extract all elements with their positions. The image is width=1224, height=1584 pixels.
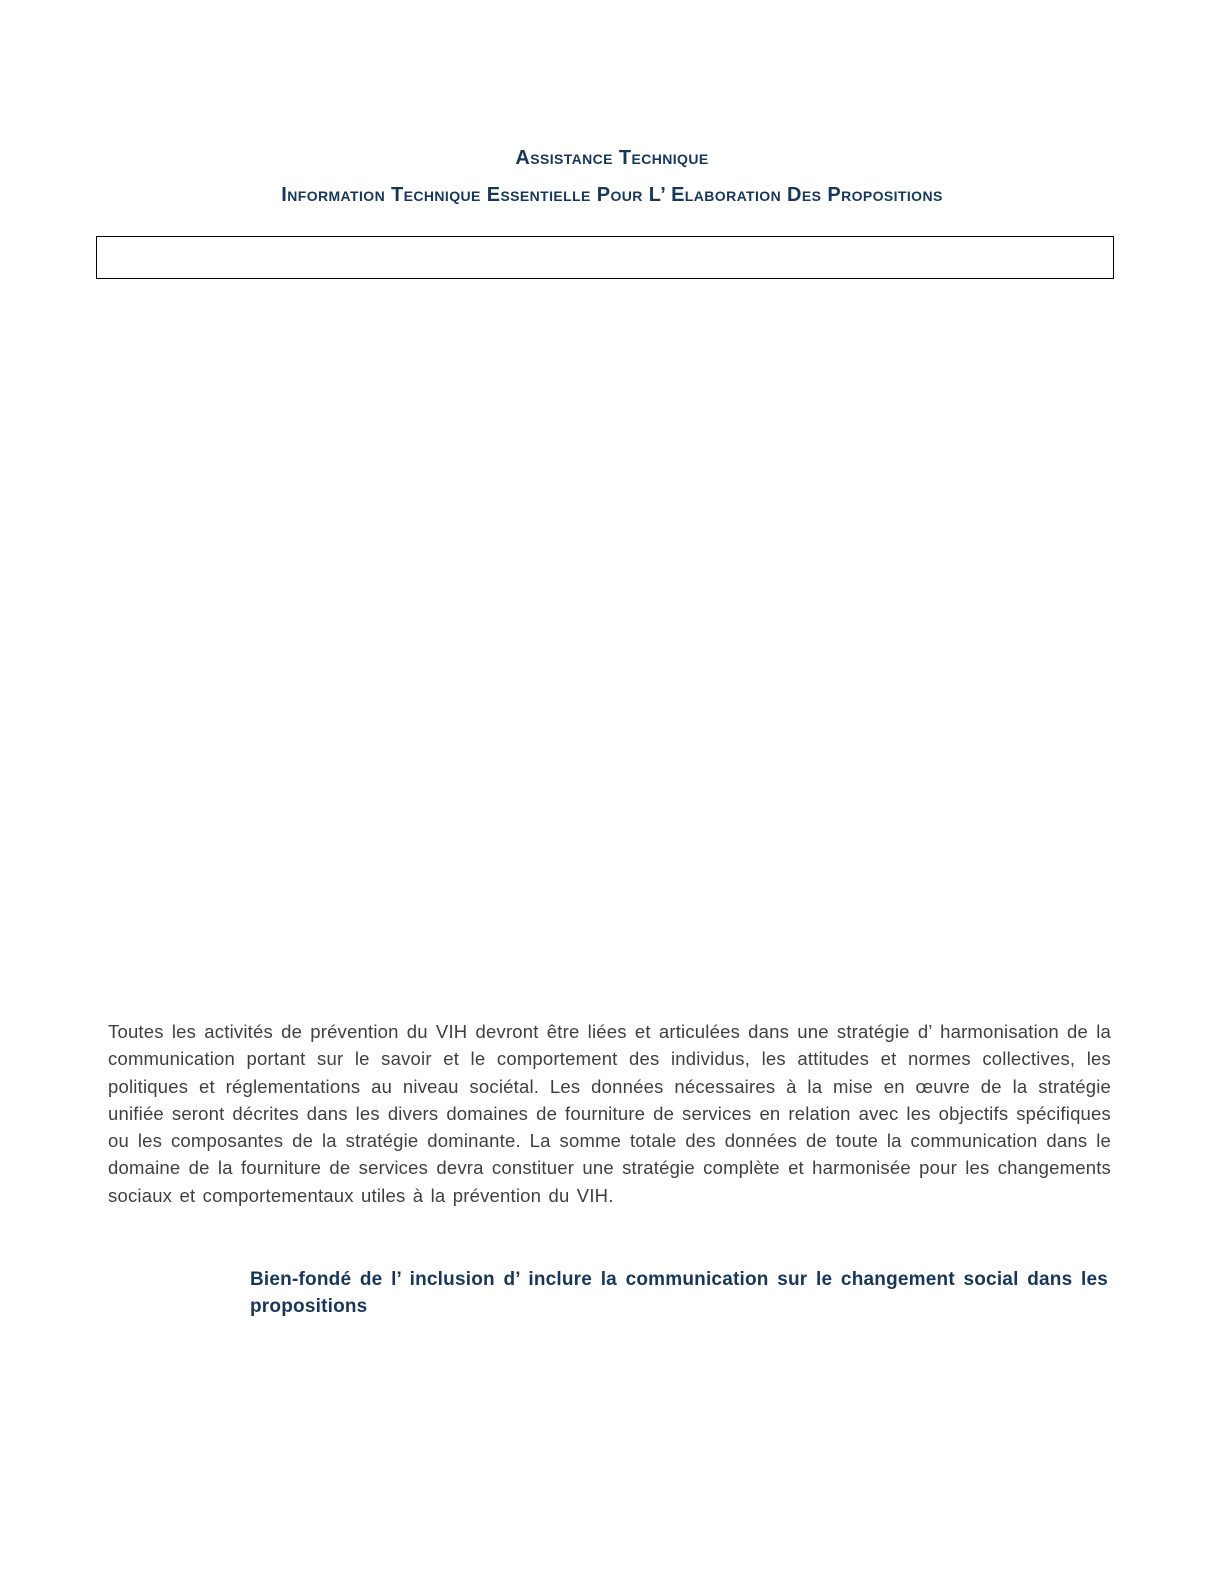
empty-bordered-box <box>96 236 1114 279</box>
section-subheading: Bien-fondé de l’ inclusion d’ inclure la communication sur le changement social dans les propositions <box>250 1269 1108 1317</box>
document-title <box>0 140 1224 214</box>
body-paragraph: Toutes les activités de prévention du VIH devront être liées et articulées dans une stratégie d’ harmonisation de la communication portant sur le savoir et le comportement des individus, les attitudes et normes collectives, les politiques et réglementations au niveau sociétal. Les données nécessaires à la mise en œuvre de la stratégie unifiée seront décrites dans les divers domaines de fourniture de services en relation avec les objectifs spécifiques ou les composantes de la stratégie dominante. La somme totale des données de toute la communication dans le domaine de la fourniture de services devra constituer une stratégie complète et harmonisée pour les changements sociaux et comportementaux utiles à la prévention du VIH. <box>108 1021 1111 1206</box>
title-line-assistance-technique: Assistance Technique <box>515 147 709 169</box>
title-line-information-technique: Information Technique Essentielle Pour L’ Elaboration Des Propositions <box>281 184 943 206</box>
